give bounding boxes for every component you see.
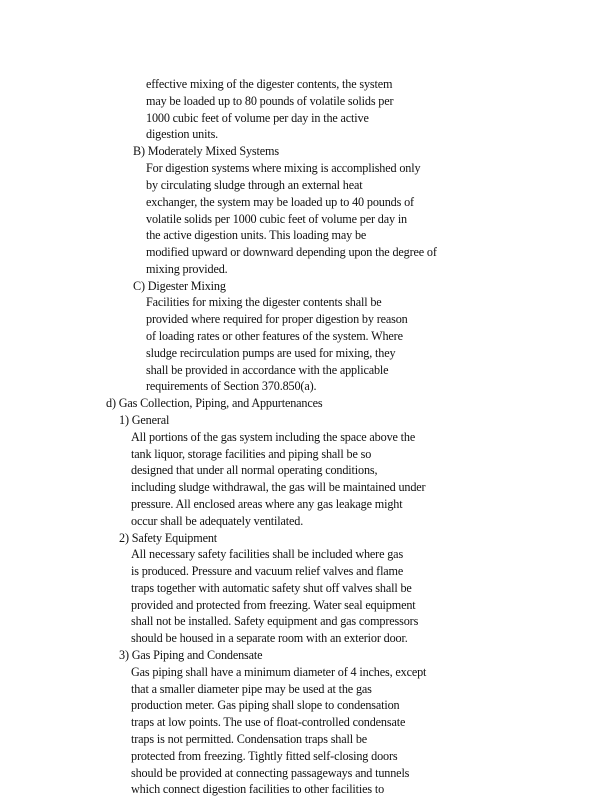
body-line: should be housed in a separate room with an exterior door. — [131, 631, 408, 645]
body-line: tank liquor, storage facilities and piping shall be so — [131, 447, 372, 461]
body-line: provided and protected from freezing. Water seal equipment — [131, 598, 416, 612]
body-line: effective mixing of the digester contents, the system — [146, 77, 393, 91]
body-line: the active digestion units. This loading may be — [146, 228, 367, 242]
body-line: exchanger, the system may be loaded up to 40 pounds of — [146, 195, 414, 209]
body-line: For digestion systems where mixing is accomplished only — [146, 161, 421, 175]
body-line: modified upward or downward depending upon the degree of — [146, 245, 437, 259]
body-line: Facilities for mixing the digester contents shall be — [146, 295, 382, 309]
body-line: provided where required for proper digestion by reason — [146, 312, 408, 326]
body-line: volatile solids per 1000 cubic feet of volume per day in — [146, 212, 408, 226]
body-line: pressure. All enclosed areas where any gas leakage might — [131, 497, 403, 511]
body-line: of loading rates or other features of the system. Where — [146, 329, 403, 343]
section-heading-c: C) Digester Mixing — [133, 279, 226, 293]
body-line: traps at low points. The use of float-controlled condensate — [131, 715, 406, 729]
body-line: by circulating sludge through an external heat — [146, 178, 363, 192]
body-line: traps together with automatic safety shut off valves shall be — [131, 581, 412, 595]
body-line: shall be provided in accordance with the applicable — [146, 363, 389, 377]
body-line: requirements of Section 370.850(a). — [146, 379, 317, 393]
section-heading-d: d) Gas Collection, Piping, and Appurtenances — [106, 396, 323, 410]
body-line: may be loaded up to 80 pounds of volatile solids per — [146, 94, 394, 108]
subsection-heading-2: 2) Safety Equipment — [119, 531, 218, 545]
body-line: should be provided at connecting passageways and tunnels — [131, 766, 410, 780]
body-line: including sludge withdrawal, the gas will be maintained under — [131, 480, 426, 494]
body-line: which connect digestion facilities to other facilities to — [131, 782, 385, 796]
body-line: Gas piping shall have a minimum diameter of 4 inches, except — [131, 665, 427, 679]
section-heading-b: B) Moderately Mixed Systems — [133, 144, 279, 158]
body-line: is produced. Pressure and vacuum relief valves and flame — [131, 564, 404, 578]
body-line: traps is not permitted. Condensation traps shall be — [131, 732, 368, 746]
body-line: All portions of the gas system including the space above the — [131, 430, 416, 444]
body-line: production meter. Gas piping shall slope to condensation — [131, 698, 400, 712]
body-line: digestion units. — [146, 127, 219, 141]
body-line: 1000 cubic feet of volume per day in the active — [146, 111, 369, 125]
body-line: occur shall be adequately ventilated. — [131, 514, 304, 528]
body-line: mixing provided. — [146, 262, 228, 276]
body-line: All necessary safety facilities shall be included where gas — [131, 547, 404, 561]
subsection-heading-1: 1) General — [119, 413, 170, 427]
body-line: sludge recirculation pumps are used for mixing, they — [146, 346, 396, 360]
body-line: designed that under all normal operating conditions, — [131, 463, 378, 477]
subsection-heading-3: 3) Gas Piping and Condensate — [119, 648, 263, 662]
body-line: protected from freezing. Tightly fitted self-closing doors — [131, 749, 398, 763]
body-line: shall not be installed. Safety equipment and gas compressors — [131, 614, 419, 628]
body-line: that a smaller diameter pipe may be used at the gas — [131, 682, 372, 696]
